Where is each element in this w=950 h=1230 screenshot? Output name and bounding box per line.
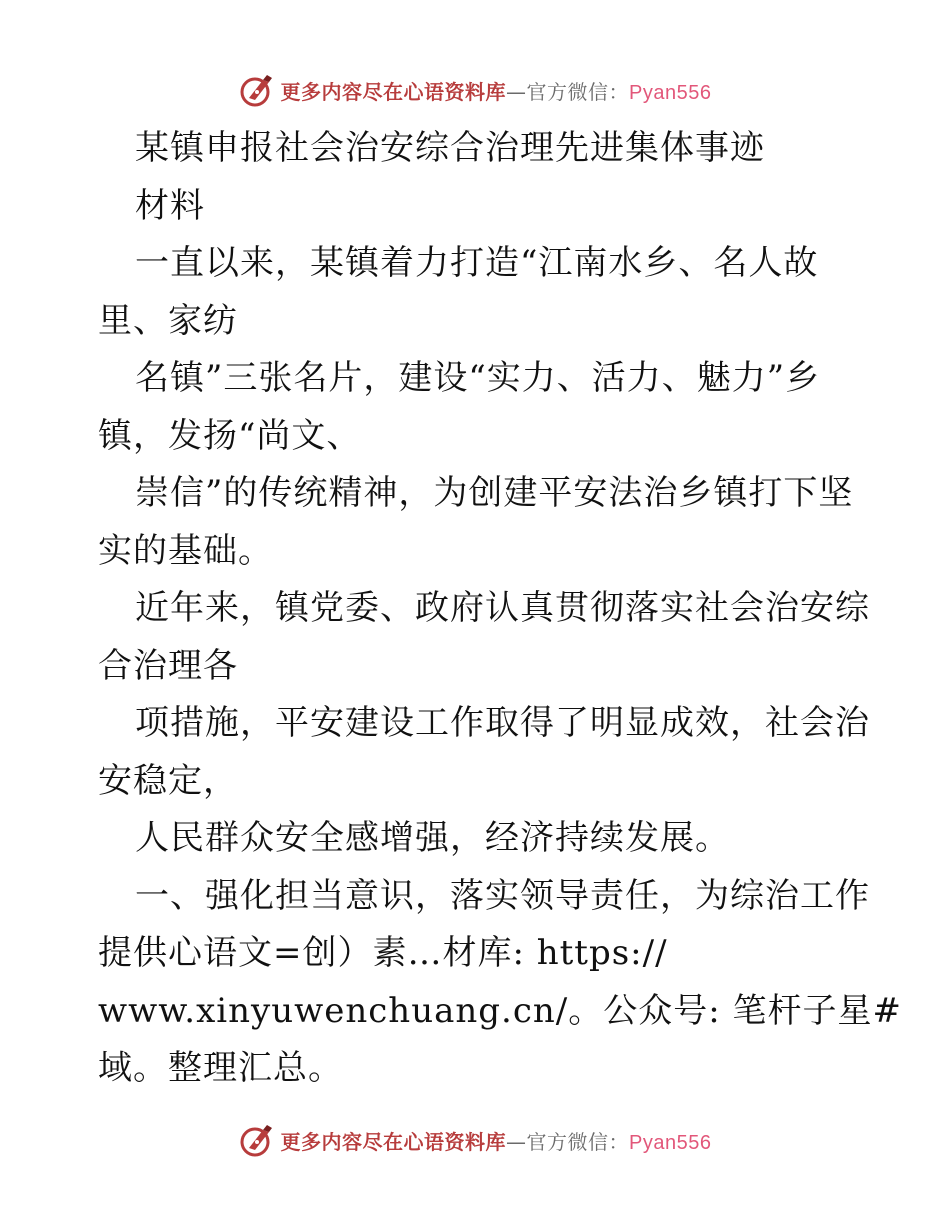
pen-nib-logo-icon [239,1122,275,1158]
paragraph-line: 人民群众安全感增强，经济持续发展。 [135,818,730,858]
header-banner-text [281,76,712,105]
footer-banner [0,1120,950,1160]
paragraph-line: 安稳定， [98,760,238,801]
paragraph-line: 实的基础。 [98,530,273,571]
document-title: 某镇申报社会治安综合治理先进集体事迹 [135,128,765,168]
paragraph-line: 名镇”三张名片，建设“实力、活力、魅力”乡 [135,358,821,398]
paragraph-line: 镇，发扬“尚文、 [98,415,362,456]
document-body [98,120,902,1098]
banner-wechat-id: Pyan556 [629,81,712,104]
paragraph-line: 合治理各 [98,645,238,686]
paragraph-line-url: www.xinyuwenchuang.cn/。公众号: 笔杆子星# [98,990,902,1031]
footer-banner-text [281,1126,712,1155]
document-title-cont: 材料 [135,185,205,226]
banner-wechat-label: —官方微信： [506,79,630,104]
paragraph-line: 提供心语文=创）素…材库: https:// [98,933,668,973]
paragraph-line: 里、家纺 [98,300,238,341]
paragraph-line: 域。整理汇总。 [98,1048,343,1088]
paragraph-line: 项措施，平安建设工作取得了明显成效，社会治 [135,703,870,743]
paragraph-line: 一直以来，某镇着力打造“江南水乡、名人故 [135,243,819,283]
banner-wechat-label: —官方微信： [506,1129,630,1154]
paragraph-line: 崇信”的传统精神，为创建平安法治乡镇打下坚 [135,473,854,513]
pen-nib-logo-icon [239,72,275,108]
section-heading: 一、强化担当意识，落实领导责任，为综治工作 [135,875,870,916]
banner-site-name: 更多内容尽在心语资料库 [280,79,507,104]
paragraph-line: 近年来，镇党委、政府认真贯彻落实社会治安综 [135,588,870,628]
banner-site-name: 更多内容尽在心语资料库 [280,1129,507,1154]
header-banner [0,70,950,110]
banner-wechat-id: Pyan556 [629,1131,712,1154]
